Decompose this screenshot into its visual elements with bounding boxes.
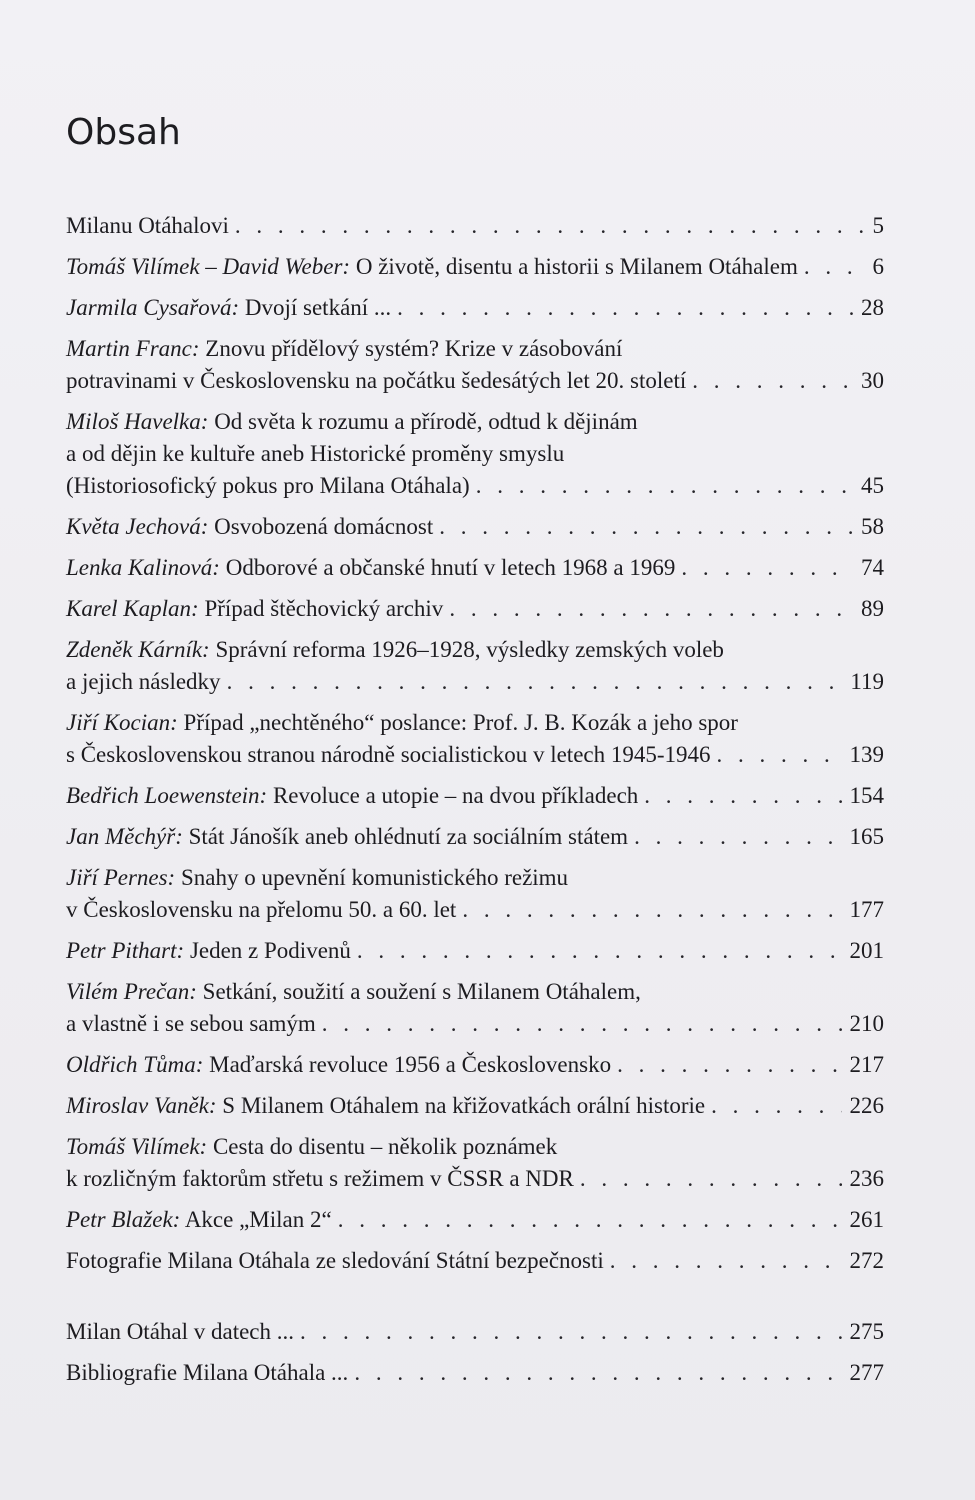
page-number: 89 — [861, 596, 884, 621]
toc-entry — [66, 292, 884, 324]
dot-leader — [681, 552, 853, 584]
toc-author: Petr Pithart: — [66, 938, 185, 963]
toc-entry-final-line — [66, 210, 884, 242]
toc-entry-text — [66, 336, 622, 361]
toc-entry-text — [66, 1090, 705, 1122]
toc-entry-text — [66, 292, 391, 324]
section-gap — [66, 1286, 884, 1316]
toc-entry-final-line — [66, 1049, 884, 1081]
toc-author: Tomáš Vilímek: — [66, 1134, 208, 1159]
toc-entry-final-line — [66, 780, 884, 812]
page-number: 165 — [849, 824, 884, 849]
toc-entry-final-line — [66, 292, 884, 324]
toc-entry-text — [66, 666, 221, 698]
dot-leader — [439, 511, 853, 543]
toc-title-text: Akce „Milan 2“ — [184, 1207, 332, 1232]
toc-entry-text — [66, 593, 443, 625]
toc-title-text: Milan Otáhal v datech ... — [66, 1319, 295, 1344]
toc-entry — [66, 1049, 884, 1081]
toc-entry-final-line — [66, 470, 884, 502]
toc-entry-text — [66, 210, 229, 242]
toc-entry-text — [66, 780, 638, 812]
toc-entry — [66, 1357, 884, 1389]
toc-entry-final-line — [66, 593, 884, 625]
page-number: 74 — [861, 555, 884, 580]
toc-entry-line — [66, 976, 884, 1008]
toc-entry — [66, 1316, 884, 1348]
toc-entry-text — [66, 739, 711, 771]
dot-leader — [397, 292, 853, 324]
toc-title-text: Jeden z Podivenů — [189, 938, 351, 963]
dot-leader — [610, 1245, 842, 1277]
toc-entry — [66, 634, 884, 698]
toc-entry-final-line — [66, 821, 884, 853]
toc-author: Zdeněk Kárník: — [66, 637, 210, 662]
dot-leader — [449, 593, 853, 625]
toc-title-text: S Milanem Otáhalem na křižovatkách orální historie — [222, 1093, 706, 1118]
toc-title-text: Cesta do disentu – několik poznámek — [212, 1134, 558, 1159]
toc-title-text: Milanu Otáhalovi — [66, 213, 229, 238]
page-number: 30 — [861, 368, 884, 393]
toc-entry-text — [66, 1049, 611, 1081]
toc-author: Oldřich Tůma: — [66, 1052, 204, 1077]
toc-entry-final-line — [66, 1090, 884, 1122]
toc-entry-line — [66, 406, 884, 438]
page-number: 6 — [872, 254, 884, 279]
page-number: 261 — [849, 1207, 884, 1232]
toc-entry-final-line — [66, 511, 884, 543]
toc-entry — [66, 862, 884, 926]
toc-title-text: (Historiosofický pokus pro Milana Otáhala) — [66, 473, 470, 498]
toc-title-text: Od světa k rozumu a přírodě, odtud k dějinám — [214, 409, 638, 434]
toc-entry-text — [66, 552, 675, 584]
dot-leader — [462, 894, 841, 926]
dot-leader — [476, 470, 853, 502]
toc-entry — [66, 707, 884, 771]
toc-title-text: a jejich následky — [66, 669, 221, 694]
toc-title-text: Odborové a občanské hnutí v letech 1968 a 1969 — [225, 555, 676, 580]
toc-entry — [66, 1090, 884, 1122]
toc-title-text: Dvojí setkání ... — [244, 295, 392, 320]
toc-title-text: Snahy o upevnění komunistického režimu — [180, 865, 569, 890]
toc-entry-text — [66, 865, 568, 890]
toc-entry — [66, 935, 884, 967]
toc-title-text: Stát Jánošík aneb ohlédnutí za sociálním státem — [188, 824, 629, 849]
dot-leader — [617, 1049, 841, 1081]
toc-title-text: Revoluce a utopie – na dvou příkladech — [272, 783, 639, 808]
page-number: 5 — [872, 213, 884, 238]
page-number: 272 — [849, 1248, 884, 1273]
toc-entry-text — [66, 1245, 604, 1277]
toc-entry-text — [66, 894, 456, 926]
toc-entry-final-line — [66, 1245, 884, 1277]
toc-author: Jan Měchýř: — [66, 824, 183, 849]
toc-entry-line — [66, 438, 884, 470]
toc-entry — [66, 1131, 884, 1195]
toc-title-text: a vlastně i se sebou samým — [66, 1011, 316, 1036]
toc-entry — [66, 780, 884, 812]
dot-leader — [717, 739, 842, 771]
page-number: 217 — [849, 1052, 884, 1077]
toc-entry-text — [66, 710, 738, 735]
toc-author: Jiří Pernes: — [66, 865, 176, 890]
toc-entry-line — [66, 1131, 884, 1163]
toc-entry-text — [66, 979, 641, 1004]
dot-leader — [634, 821, 841, 853]
toc-entry-line — [66, 333, 884, 365]
toc-title-text: Případ štěchovický archiv — [204, 596, 444, 621]
toc-entry-final-line — [66, 894, 884, 926]
toc-entry-line — [66, 862, 884, 894]
toc-author: Jiří Kocian: — [66, 710, 178, 735]
dot-leader — [322, 1008, 842, 1040]
toc-entry-text — [66, 1134, 557, 1159]
toc-entry-text — [66, 251, 798, 283]
toc-entry-final-line — [66, 251, 884, 283]
toc-entry-text — [66, 365, 686, 397]
dot-leader — [227, 666, 843, 698]
page-number: 28 — [861, 295, 884, 320]
toc-entry-final-line — [66, 552, 884, 584]
toc-entry — [66, 593, 884, 625]
toc-title-text: O životě, disentu a historii s Milanem Otáhalem — [355, 254, 798, 279]
toc-entry — [66, 1204, 884, 1236]
toc-title-text: Znovu přídělový systém? Krize v zásobování — [205, 336, 623, 361]
toc-entry-text — [66, 1008, 316, 1040]
toc-entry-text — [66, 470, 470, 502]
toc-entry — [66, 1245, 884, 1277]
toc-title-text: Fotografie Milana Otáhala ze sledování Státní bezpečnosti — [66, 1248, 604, 1273]
toc-entry-final-line — [66, 1357, 884, 1389]
toc-entry-final-line — [66, 1204, 884, 1236]
toc-author: Petr Blažek: — [66, 1207, 181, 1232]
page-number: 275 — [849, 1319, 884, 1344]
toc-title-text: potravinami v Československu na počátku šedesátých let 20. století — [66, 368, 687, 393]
dot-leader — [804, 251, 865, 283]
page-number: 177 — [849, 897, 884, 922]
toc-author: Květa Jechová: — [66, 514, 209, 539]
toc-author: Bedřich Loewenstein: — [66, 783, 268, 808]
page-number: 236 — [849, 1166, 884, 1191]
dot-leader — [338, 1204, 842, 1236]
toc-entry — [66, 511, 884, 543]
page-number: 226 — [849, 1093, 884, 1118]
page-number: 139 — [849, 742, 884, 767]
page-number: 119 — [850, 669, 884, 694]
toc-entry-line — [66, 707, 884, 739]
dot-leader — [711, 1090, 841, 1122]
toc-author: Jarmila Cysařová: — [66, 295, 240, 320]
toc-entry-final-line — [66, 1163, 884, 1195]
toc-entry-text — [66, 441, 564, 466]
toc-entry-text — [66, 1316, 294, 1348]
toc-entry — [66, 976, 884, 1040]
toc-entry-final-line — [66, 666, 884, 698]
toc-author: Lenka Kalinová: — [66, 555, 220, 580]
toc-title-text: Osvobozená domácnost — [214, 514, 434, 539]
table-of-contents — [66, 210, 884, 1398]
dot-leader — [357, 935, 842, 967]
toc-entry — [66, 333, 884, 397]
toc-entry-text — [66, 1357, 348, 1389]
page-number: 58 — [861, 514, 884, 539]
page-title: Obsah — [66, 112, 181, 153]
toc-entry-final-line — [66, 365, 884, 397]
toc-title-text: a od dějin ke kultuře aneb Historické proměny smyslu — [66, 441, 565, 466]
toc-title-text: v Československu na přelomu 50. a 60. let — [66, 897, 457, 922]
dot-leader — [235, 210, 865, 242]
toc-entry-text — [66, 409, 638, 434]
toc-entry-text — [66, 511, 433, 543]
dot-leader — [580, 1163, 842, 1195]
toc-entry — [66, 821, 884, 853]
toc-entry-final-line — [66, 739, 884, 771]
toc-entry-text — [66, 935, 351, 967]
toc-entry — [66, 251, 884, 283]
toc-author: Vilém Prečan: — [66, 979, 197, 1004]
toc-entry-final-line — [66, 1316, 884, 1348]
toc-entry-line — [66, 634, 884, 666]
dot-leader — [692, 365, 853, 397]
toc-author: Tomáš Vilímek – David Weber: — [66, 254, 351, 279]
page-number: 45 — [861, 473, 884, 498]
toc-author: Miloš Havelka: — [66, 409, 209, 434]
toc-title-text: Případ „nechtěného“ poslance: Prof. J. B. Kozák a jeho spor — [183, 710, 738, 735]
toc-entry-final-line — [66, 935, 884, 967]
toc-entry — [66, 406, 884, 502]
page-number: 201 — [849, 938, 884, 963]
toc-title-text: s Československou stranou národně socialistickou v letech 1945-1946 — [66, 742, 711, 767]
toc-entry-text — [66, 821, 628, 853]
toc-entry-text — [66, 637, 724, 662]
toc-title-text: Setkání, soužití a soužení s Milanem Otáhalem, — [202, 979, 641, 1004]
toc-author: Miroslav Vaněk: — [66, 1093, 217, 1118]
page-number: 154 — [849, 783, 884, 808]
toc-title-text: Správní reforma 1926–1928, výsledky zemských voleb — [215, 637, 724, 662]
toc-author: Martin Franc: — [66, 336, 200, 361]
toc-entry — [66, 552, 884, 584]
page-number: 210 — [849, 1011, 884, 1036]
toc-entry — [66, 210, 884, 242]
page-number: 277 — [849, 1360, 884, 1385]
dot-leader — [300, 1316, 841, 1348]
toc-entry-text — [66, 1163, 574, 1195]
toc-title-text: Bibliografie Milana Otáhala ... — [66, 1360, 349, 1385]
toc-entry-text — [66, 1204, 332, 1236]
toc-author: Karel Kaplan: — [66, 596, 199, 621]
dot-leader — [644, 780, 841, 812]
toc-title-text: Maďarská revoluce 1956 a Československo — [209, 1052, 612, 1077]
toc-title-text: k rozličným faktorům střetu s režimem v ČSSR a NDR — [66, 1166, 574, 1191]
dot-leader — [354, 1357, 841, 1389]
toc-entry-final-line — [66, 1008, 884, 1040]
